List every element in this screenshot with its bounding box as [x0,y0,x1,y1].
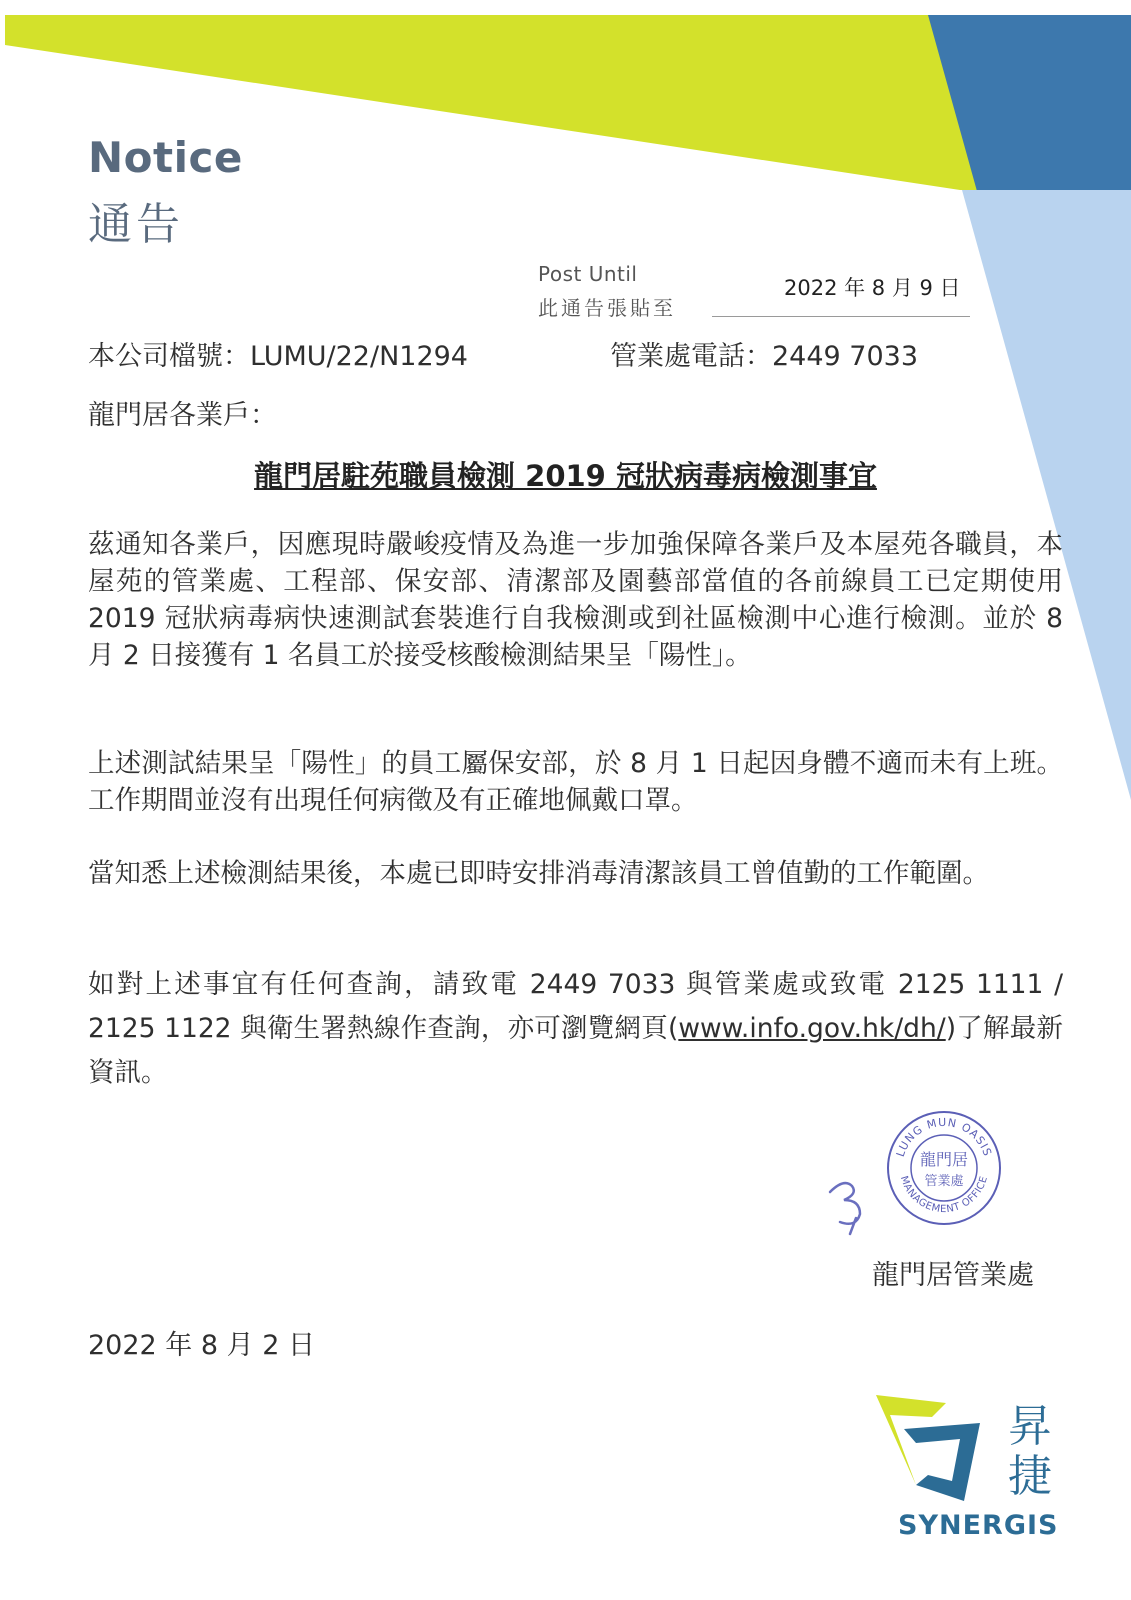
stamp-ring-bottom: MANAGEMENT OFFICE [897,1174,991,1216]
issue-date: 2022 年 8 月 2 日 [88,1330,315,1361]
stamp-ring-top: LUNG MUN OASIS [893,1115,995,1159]
salutation: 龍門居各業戶： [88,400,277,431]
notice-heading-en: Notice [88,133,243,182]
body-paragraph-1: 茲通知各業戶，因應現時嚴峻疫情及為進一步加強保障各業戶及本屋苑各職員，本屋苑的管業處、工程部、保安部、清潔部及園藝部當值的各前線員工已定期使用 2019 冠狀病毒病快速測試套裝進行自我檢測或到社區檢測中心進行檢測。並於 8 月 2 日接獲有 1 名員工於接受核酸檢測結果呈「陽性」。 [88,529,1063,671]
post-until-underline [712,316,970,317]
notice-title: 龍門居駐苑職員檢測 2019 冠狀病毒病檢測事宜 [254,459,877,493]
office-stamp [884,1108,1004,1228]
office-phone: 管業處電話：2449 7033 [610,341,919,372]
reference-number: 本公司檔號：LUMU/22/N1294 [88,341,468,372]
post-until-date: 2022 年 8 月 9 日 [784,276,961,300]
body-paragraph-2: 上述測試結果呈「陽性」的員工屬保安部，於 8 月 1 日起因身體不適而未有上班。工作期間並沒有出現任何病徵及有正確地佩戴口罩。 [88,748,1063,816]
logo-text-zh-1: 昇 [1008,1401,1052,1452]
body-paragraph-4 [88,963,1063,1095]
signature-mark [826,1170,886,1240]
dh-website-link[interactable]: www.info.gov.hk/dh/ [678,1013,946,1044]
logo-text-zh-2: 捷 [1008,1451,1052,1502]
enquiry-text-end: )了解最新資訊。 [88,1013,1063,1088]
stamp-center-line1: 龍門居 [919,1150,969,1169]
notice-heading-zh: 通告 [88,199,184,250]
stamp-center-line2: 管業處 [924,1174,964,1189]
issuer-office: 龍門居管業處 [872,1260,1034,1291]
post-until-label-en: Post Until [538,262,638,286]
body-paragraph-3: 當知悉上述檢測結果後，本處已即時安排消毒清潔該員工曾值勤的工作範圍。 [88,858,989,889]
logo-text-en: SYNERGIS [898,1510,1059,1541]
synergis-logo-icon [876,1395,996,1505]
post-until-label-zh: 此通告張貼至 [538,296,676,320]
enquiry-text: 如對上述事宜有任何查詢，請致電 2449 7033 與管業處或致電 2125 1111 / 2125 1122 與衛生署熱線作查詢，亦可瀏覽網頁( [88,969,1063,1044]
